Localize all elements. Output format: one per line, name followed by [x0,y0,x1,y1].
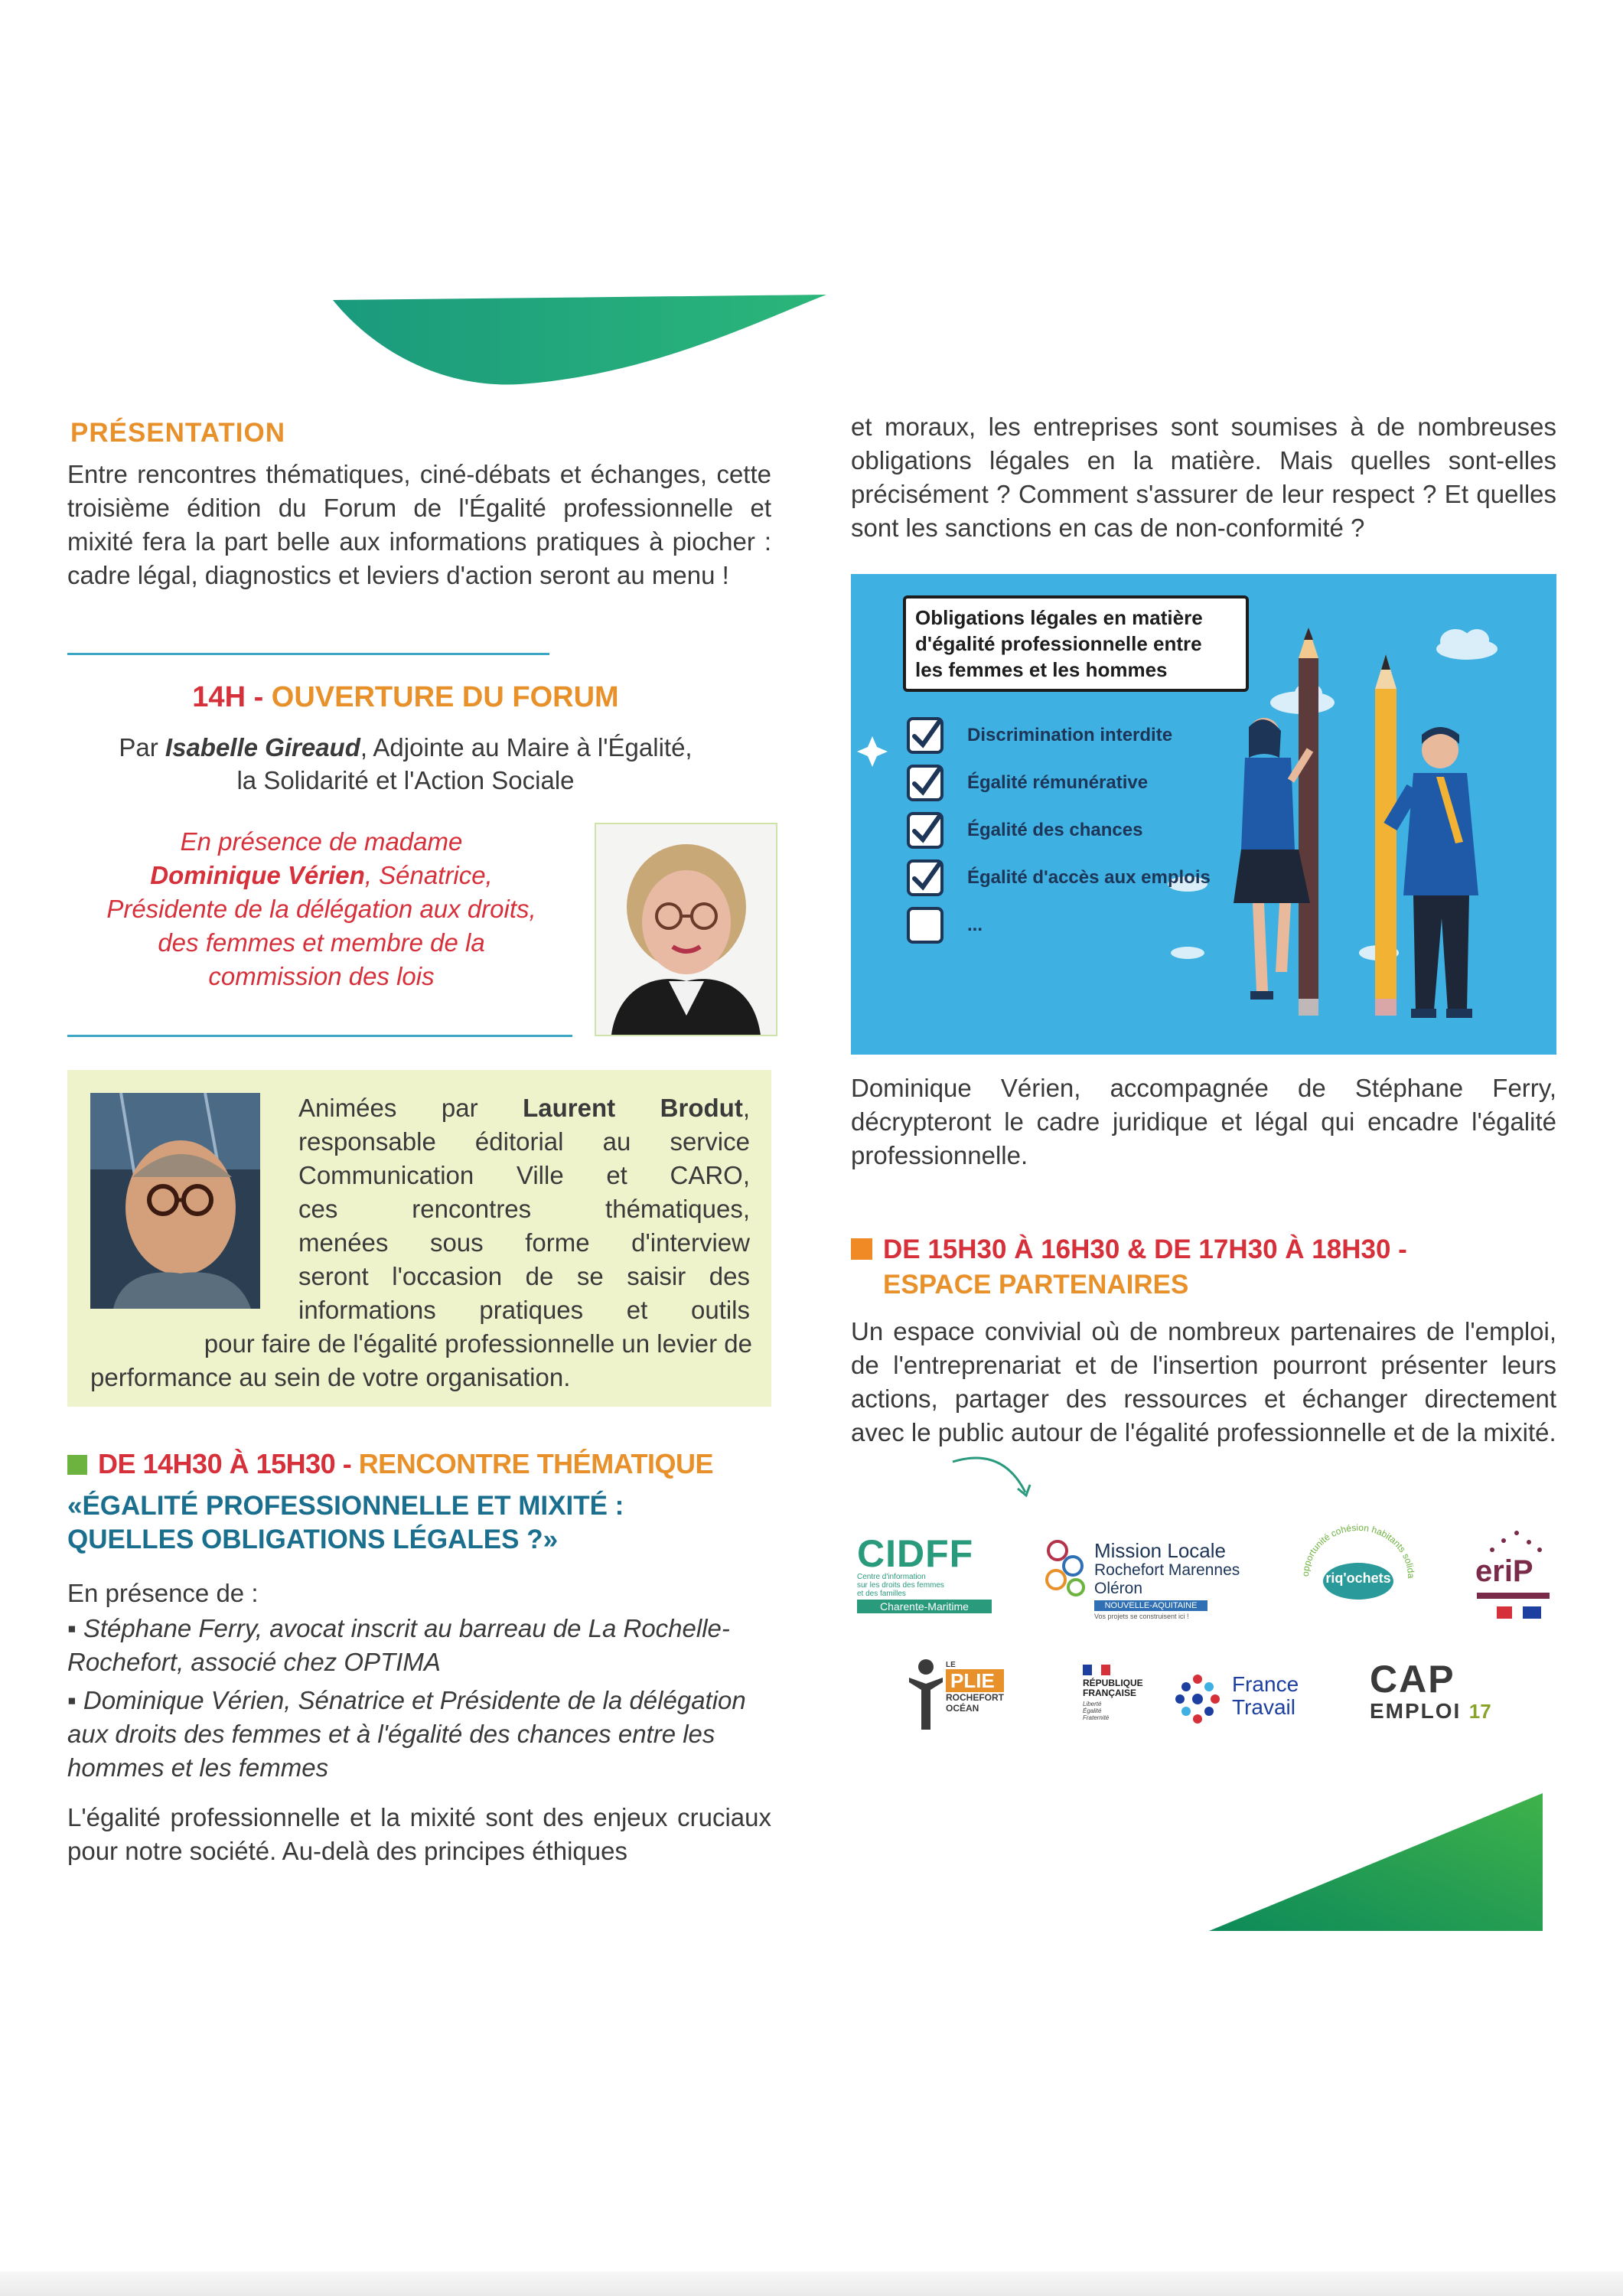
riqochets-logo: opportunité cohésion habitants solida riq'ochets [1293,1515,1423,1630]
ouverture-title: OUVERTURE DU FORUM [271,681,619,713]
checklist-item [906,759,1273,807]
mission-locale-logo: Mission Locale Rochefort Marennes Oléron NOUVELLE-AQUITAINE Vos projets se construisent ici ! [1042,1531,1264,1615]
checkbox-checked-icon [906,811,944,850]
partenaires-heading [851,1232,1407,1303]
presence-name: Dominique Vérien [150,861,365,889]
ouverture-by: Par Isabelle Gireaud, Adjointe au Maire à l'Égalité, [119,733,693,762]
rencontre-heading: DE 14H30 À 15H30 - RENCONTRE THÉMATIQUE [67,1448,713,1480]
partenaires-title: ESPACE PARTENAIRES [883,1270,1189,1300]
partenaires-time: DE 15H30 À 16H30 & DE 17H30 À 18H30 - [883,1234,1407,1264]
green-square-icon [67,1455,87,1475]
decryptage-text: Dominique Vérien, accompagnée de Stéphane Ferry, décrypteront le cadre juridique et légal qui encadre l'égalité professionnelle. [851,1074,1556,1169]
checklist-item-label: Égalité des chances [967,820,1143,840]
ouverture-heading: 14H - OUVERTURE DU FORUM [192,681,619,713]
ouverture-time: 14H [192,681,246,713]
cap-emploi-logo: CAP EMPLOI 17 [1370,1658,1491,1723]
rencontre-subtitle: «ÉGALITÉ PROFESSIONNELLE ET MIXITÉ : QUELLES OBLIGATIONS LÉGALES ?» [67,1491,624,1554]
svg-text:opportunité cohésion habitants: opportunité cohésion habitants solida [1299,1521,1417,1579]
dominique-verien-photo [595,823,777,1036]
checkbox-empty-icon [906,906,944,944]
ouverture-role: la Solidarité et l'Action Sociale [236,766,575,794]
rencontre-person-2: ▪ Dominique Vérien, Sénatrice et Présidente de la délégation aux droits des femmes et à l'égalité des chances entre les hommes et les femmes [67,1686,746,1782]
curved-arrow-icon [949,1446,1041,1515]
presentation-body: Entre rencontres thématiques, ciné-débats et échanges, cette troisième édition du Forum de l'Égalité professionnelle et mixité fera la part belle aux informations pratiques à piocher : cadre légal, diagnostics et leviers d'action seront au menu ! [67,460,771,589]
rencontre-body-cont: et moraux, les entreprises sont soumises à de nombreuses obligations légales en la matière. Mais quelles sont-elles précisément ? Comment s'assurer de leur respect ? Et quelles sont les sanctions en cas de non-conformité ? [851,413,1556,542]
republique-francaise-logo: RÉPUBLIQUE FRANÇAISE Liberté Égalité Fraternité [1083,1665,1167,1741]
animation-text-end: pour faire de l'égalité professionnelle un levier de performance au sein de votre organisation. [90,1329,752,1391]
bottom-wedge-decoration [1209,1789,1546,1935]
checklist-item-label: ... [967,915,983,935]
rencontre-person-1: ▪ Stéphane Ferry, avocat inscrit au barreau de La Rochelle-Rochefort, associé chez OPTIMA [67,1614,730,1676]
checklist-item-label: Égalité d'accès aux emplois [967,867,1211,888]
obligations-illustration [851,574,1556,1055]
section-divider [67,653,549,655]
rencontre-body: L'égalité professionnelle et la mixité sont des enjeux cruciaux pour notre société. Au-delà des principes éthiques [67,1803,771,1865]
section-divider-2 [67,1035,572,1037]
illustration-title-box: Obligations légales en matière d'égalité professionnelle entre les femmes et les hommes [903,595,1249,692]
animation-text: Animées par Laurent Brodut, responsable éditorial au service Communication Ville et CARO, ces rencontres thématiques, menées sous forme d'interview seront l'occasion de se saisir des informations pratiques et outils [298,1094,750,1324]
checklist-item-label: Égalité rémunérative [967,772,1149,793]
rencontre-time: DE 14H30 À 15H30 [98,1448,336,1479]
orange-square-icon [851,1238,872,1260]
rencontre-title: RENCONTRE THÉMATIQUE [358,1448,714,1479]
presence-text: En présence de madame Dominique Vérien, Sénatrice, Présidente de la délégation aux droits, des femmes et membre de la commission des lois [106,827,536,990]
partenaires-body: Un espace convivial où de nombreux partenaires de l'emploi, de l'entreprenariat et de l'insertion pourront présenter leurs actions, partager des ressources et échanger directement avec le public autour de l'égalité professionnelle et de la mixité. [851,1317,1556,1446]
france-travail-logo: France Travail [1171,1668,1324,1730]
cidff-logo: CIDFF Centre d'information sur les droits des femmes et des familles Charente-Maritime [857,1534,995,1619]
animation-name: Laurent Brodut [523,1094,743,1122]
checkbox-checked-icon [906,764,944,802]
ouverture-by-name: Isabelle Gireaud [165,733,360,762]
erip-logo: eriP [1469,1527,1561,1626]
checklist-item [906,807,1273,854]
top-leaf-decoration [329,291,834,390]
scan-edge [0,2272,1623,2296]
checkbox-checked-icon [906,716,944,755]
laurent-brodut-photo [90,1093,260,1309]
checkbox-checked-icon [906,859,944,897]
checklist [906,712,1273,949]
checklist-item [906,902,1273,949]
presentation-heading: PRÉSENTATION [70,418,285,448]
checklist-item-label: Discrimination interdite [967,725,1173,745]
checklist-item [906,712,1273,759]
rencontre-intro: En présence de : [67,1579,259,1607]
plie-logo: LE PLIE ROCHEFORT OCÉAN [903,1653,1018,1737]
checklist-item [906,854,1273,902]
